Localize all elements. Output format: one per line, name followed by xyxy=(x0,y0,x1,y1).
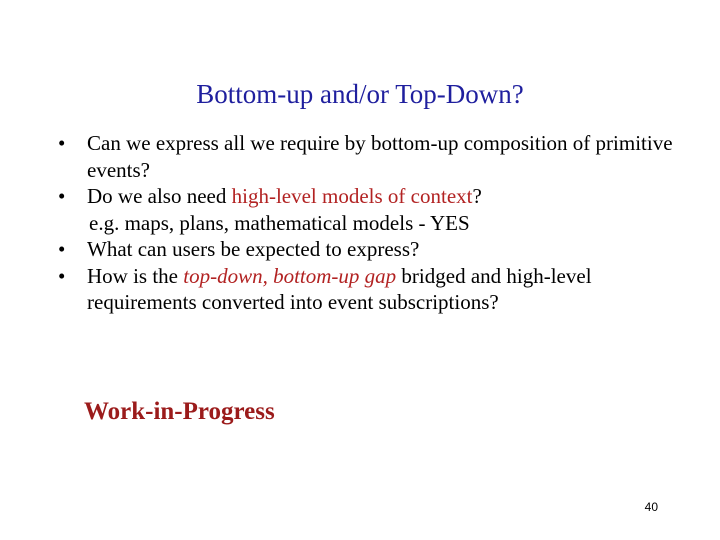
bullet-dot-icon: • xyxy=(58,263,66,288)
page-number: 40 xyxy=(644,500,658,514)
bullet-text-after: bridged and high-level requirements converted into event subscriptions? xyxy=(87,263,592,314)
bullet-item-3 xyxy=(58,236,678,263)
bullet-text-after: ? xyxy=(472,184,482,208)
bullet-text-before: How is the xyxy=(87,263,184,288)
bullet-item-1 xyxy=(58,130,678,183)
highlighted-phrase: top-down, bottom-up gap xyxy=(183,263,397,288)
work-in-progress-label: Work-in-Progress xyxy=(84,398,275,425)
highlighted-phrase: high-level models of context xyxy=(231,184,473,208)
bullet-item-2 xyxy=(58,183,678,210)
bullet-text-before: Do we also need xyxy=(87,184,232,208)
bullet-subline: e.g. maps, plans, mathematical models - YES xyxy=(89,210,470,235)
slide-title: Bottom-up and/or Top-Down? xyxy=(196,79,524,109)
bullet-text: What can users be expected to express? xyxy=(87,237,420,261)
bullet-item-4 xyxy=(58,263,678,316)
bullet-dot-icon: • xyxy=(58,131,66,155)
bullet-list xyxy=(58,130,678,316)
bullet-text: Can we express all we require by bottom-up composition of primitive events? xyxy=(87,131,673,182)
bullet-dot-icon: • xyxy=(58,237,66,261)
bullet-dot-icon: • xyxy=(58,184,66,208)
